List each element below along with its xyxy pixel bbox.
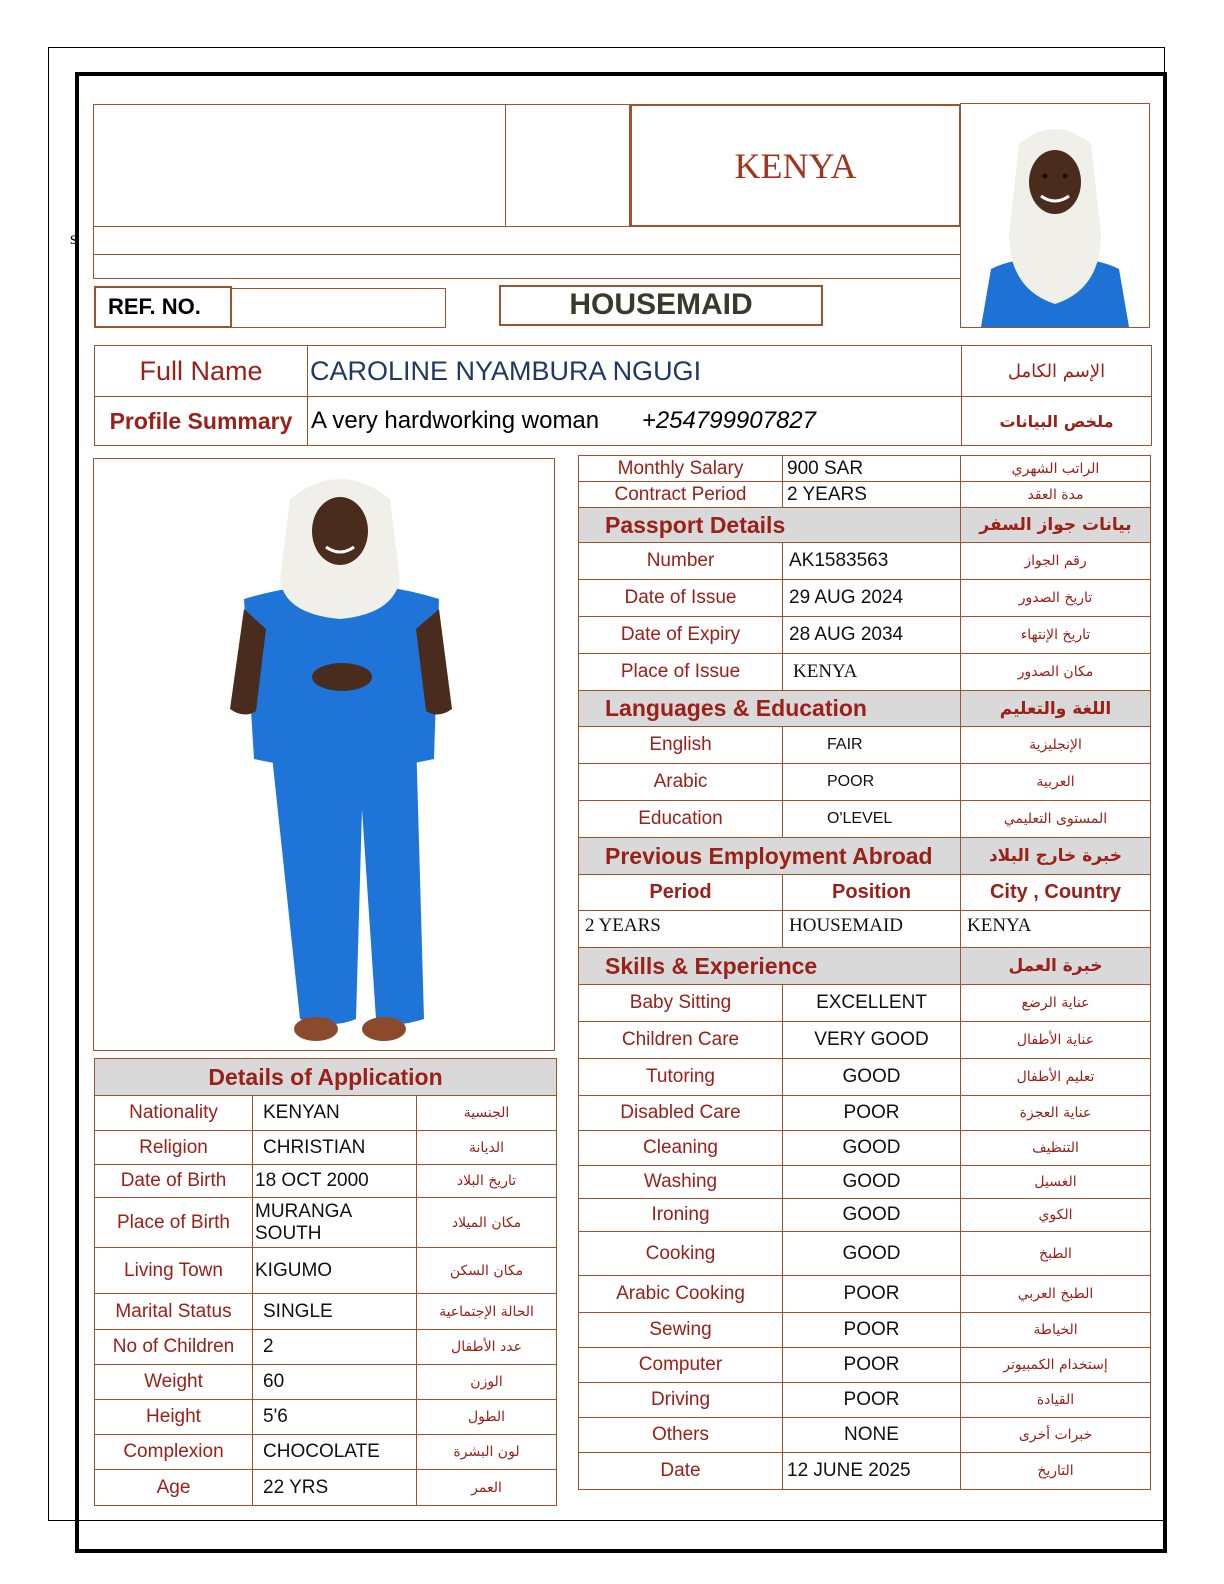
header-row-1 — [93, 226, 961, 255]
column-header: Position — [783, 875, 961, 911]
field-value: 900 SAR — [783, 456, 961, 482]
field-label: Others — [579, 1418, 783, 1453]
table-row — [95, 1294, 557, 1330]
field-label: Living Town — [95, 1248, 253, 1294]
table-row — [95, 1198, 557, 1248]
field-label: Weight — [95, 1365, 253, 1400]
section-title: Previous Employment Abroad — [579, 838, 961, 875]
header-box-left — [93, 104, 506, 227]
arabic-label: تاريخ الإنتهاء — [961, 617, 1151, 654]
field-value: 18 OCT 2000 — [253, 1165, 417, 1198]
field-label: Religion — [95, 1131, 253, 1165]
field-value: KIGUMO — [253, 1248, 417, 1294]
table-row — [579, 1453, 1151, 1490]
arabic-label: الوزن — [417, 1365, 557, 1400]
table-row — [95, 1365, 557, 1400]
arabic-label: الراتب الشهري — [961, 456, 1151, 482]
field-value: GOOD — [783, 1059, 961, 1096]
field-label: Marital Status — [95, 1294, 253, 1330]
arabic-label: تعليم الأطفال — [961, 1059, 1151, 1096]
table-row — [579, 543, 1151, 580]
field-label: Tutoring — [579, 1059, 783, 1096]
field-label: Cooking — [579, 1232, 783, 1276]
arabic-label: التاريخ — [961, 1453, 1151, 1490]
header-box-middle — [505, 104, 630, 227]
passport-section-header — [579, 508, 1151, 543]
ref-no-value — [230, 288, 446, 328]
table-row — [579, 1096, 1151, 1131]
field-value: POOR — [783, 1096, 961, 1131]
arabic-label: عناية العجزة — [961, 1096, 1151, 1131]
table-row — [579, 1418, 1151, 1453]
table-row — [579, 1232, 1151, 1276]
field-label: Date — [579, 1453, 783, 1490]
full-name-ar: الإسم الكامل — [962, 346, 1152, 397]
field-value: GOOD — [783, 1166, 961, 1199]
field-label: Ironing — [579, 1199, 783, 1232]
field-label: Washing — [579, 1166, 783, 1199]
skills-section-header — [579, 948, 1151, 985]
table-row — [579, 801, 1151, 838]
table-row — [579, 1166, 1151, 1199]
field-label: Disabled Care — [579, 1096, 783, 1131]
arabic-label: مكان الصدور — [961, 654, 1151, 691]
field-value: NONE — [783, 1418, 961, 1453]
table-row — [95, 1248, 557, 1294]
section-title-ar: خبرة خارج البلاد — [961, 838, 1151, 875]
field-label: Driving — [579, 1383, 783, 1418]
field-value: POOR — [783, 1276, 961, 1313]
arabic-label: الإنجليزية — [961, 727, 1151, 764]
field-label: Baby Sitting — [579, 985, 783, 1022]
employment-period: 2 YEARS — [579, 911, 783, 948]
field-label: Cleaning — [579, 1131, 783, 1166]
profile-summary-label: Profile Summary — [95, 397, 308, 446]
arabic-label: العمر — [417, 1470, 557, 1506]
arabic-label: مكان الميلاد — [417, 1198, 557, 1248]
profile-summary-row — [95, 397, 1152, 446]
field-value: GOOD — [783, 1232, 961, 1276]
arabic-label: إستخدام الكمبيوتر — [961, 1348, 1151, 1383]
field-value: KENYAN — [253, 1096, 417, 1131]
arabic-label: التنظيف — [961, 1131, 1151, 1166]
table-row — [579, 580, 1151, 617]
table-row — [579, 1383, 1151, 1418]
full-length-photo — [93, 458, 555, 1051]
arabic-label: مدة العقد — [961, 482, 1151, 508]
arabic-label: المستوى التعليمي — [961, 801, 1151, 838]
table-row — [95, 1165, 557, 1198]
field-value: SINGLE — [253, 1294, 417, 1330]
arabic-label: العربية — [961, 764, 1151, 801]
table-row — [579, 456, 1151, 482]
section-title: Languages & Education — [579, 691, 961, 727]
arabic-label: تاريخ البلاد — [417, 1165, 557, 1198]
arabic-label: الجنسية — [417, 1096, 557, 1131]
field-value: 28 AUG 2034 — [783, 617, 961, 654]
position-title: HOUSEMAID — [499, 285, 823, 326]
arabic-label: خبرات أخرى — [961, 1418, 1151, 1453]
table-row — [579, 482, 1151, 508]
field-label: Arabic — [579, 764, 783, 801]
employment-position: HOUSEMAID — [783, 911, 961, 948]
arabic-label: الكوي — [961, 1199, 1151, 1232]
field-value: GOOD — [783, 1199, 961, 1232]
field-label: English — [579, 727, 783, 764]
field-value: MURANGA SOUTH — [253, 1198, 417, 1248]
table-row — [579, 1348, 1151, 1383]
section-title: Skills & Experience — [579, 948, 961, 985]
field-value: POOR — [783, 1348, 961, 1383]
field-label: Contract Period — [579, 482, 783, 508]
full-name-row — [95, 346, 1152, 397]
table-row — [579, 1059, 1151, 1096]
table-row — [95, 1330, 557, 1365]
field-value: 2 YEARS — [783, 482, 961, 508]
table-row — [579, 727, 1151, 764]
field-value: FAIR — [783, 727, 961, 764]
profile-summary-value — [308, 397, 962, 446]
table-row — [95, 1435, 557, 1470]
field-label: Date of Expiry — [579, 617, 783, 654]
application-section-header — [95, 1059, 557, 1096]
field-label: Date of Birth — [95, 1165, 253, 1198]
table-row — [579, 1313, 1151, 1348]
field-value: GOOD — [783, 1131, 961, 1166]
margin-mark: s — [70, 228, 78, 248]
country-heading: KENYA — [630, 104, 961, 227]
field-label: Sewing — [579, 1313, 783, 1348]
languages-section-header — [579, 691, 1151, 727]
phone-number: +254799907827 — [641, 407, 816, 434]
field-label: Computer — [579, 1348, 783, 1383]
table-row — [579, 617, 1151, 654]
table-row — [579, 1131, 1151, 1166]
employment-section-header — [579, 838, 1151, 875]
field-value: 2 — [253, 1330, 417, 1365]
table-row — [579, 654, 1151, 691]
field-value: CHRISTIAN — [253, 1131, 417, 1165]
ref-no-label: REF. NO. — [94, 286, 232, 328]
field-label: Education — [579, 801, 783, 838]
field-value: POOR — [783, 764, 961, 801]
portrait-photo — [960, 103, 1150, 328]
arabic-label: رقم الجواز — [961, 543, 1151, 580]
section-title: Passport Details — [579, 508, 961, 543]
field-label: Complexion — [95, 1435, 253, 1470]
field-value: 5'6 — [253, 1400, 417, 1435]
field-label: Number — [579, 543, 783, 580]
section-title-ar: خبرة العمل — [961, 948, 1151, 985]
table-row — [579, 764, 1151, 801]
arabic-label: عناية الرضع — [961, 985, 1151, 1022]
table-row — [579, 1276, 1151, 1313]
field-label: No of Children — [95, 1330, 253, 1365]
field-label: Place of Issue — [579, 654, 783, 691]
table-row — [95, 1470, 557, 1506]
details-table — [578, 455, 1151, 1490]
arabic-label: الغسيل — [961, 1166, 1151, 1199]
field-value: AK1583563 — [783, 543, 961, 580]
field-value: CHOCOLATE — [253, 1435, 417, 1470]
field-value: KENYA — [783, 654, 961, 691]
field-value: 60 — [253, 1365, 417, 1400]
field-label: Arabic Cooking — [579, 1276, 783, 1313]
arabic-label: عدد الأطفال — [417, 1330, 557, 1365]
field-value: POOR — [783, 1383, 961, 1418]
section-title-ar: اللغة والتعليم — [961, 691, 1151, 727]
arabic-label: الطبخ العربي — [961, 1276, 1151, 1313]
arabic-label: الخياطة — [961, 1313, 1151, 1348]
employment-location: KENYA — [961, 911, 1151, 948]
column-header: City , Country — [961, 875, 1151, 911]
employment-row — [579, 911, 1151, 948]
table-row — [95, 1400, 557, 1435]
field-label: Children Care — [579, 1022, 783, 1059]
header-row-2 — [93, 254, 961, 279]
field-label: Monthly Salary — [579, 456, 783, 482]
profile-summary-ar: ملخص البيانات — [962, 397, 1152, 446]
section-title: Details of Application — [95, 1059, 557, 1096]
column-header: Period — [579, 875, 783, 911]
arabic-label: الطبخ — [961, 1232, 1151, 1276]
table-row — [579, 985, 1151, 1022]
employment-header-row — [579, 875, 1151, 911]
field-label: Date of Issue — [579, 580, 783, 617]
field-label: Age — [95, 1470, 253, 1506]
table-row — [95, 1096, 557, 1131]
application-table — [94, 1058, 557, 1506]
arabic-label: القيادة — [961, 1383, 1151, 1418]
arabic-label: عناية الأطفال — [961, 1022, 1151, 1059]
arabic-label: لون البشرة — [417, 1435, 557, 1470]
field-value: 29 AUG 2024 — [783, 580, 961, 617]
arabic-label: الديانة — [417, 1131, 557, 1165]
summary-text: A very hardworking woman — [311, 407, 600, 434]
table-row — [579, 1199, 1151, 1232]
arabic-label: الطول — [417, 1400, 557, 1435]
field-value: EXCELLENT — [783, 985, 961, 1022]
full-name-value: CAROLINE NYAMBURA NGUGI — [308, 346, 962, 397]
arabic-label: الحالة الإجتماعية — [417, 1294, 557, 1330]
section-title-ar: بيانات جواز السفر — [961, 508, 1151, 543]
field-label: Place of Birth — [95, 1198, 253, 1248]
identity-table — [94, 345, 1152, 446]
arabic-label: مكان السكن — [417, 1248, 557, 1294]
table-row — [579, 1022, 1151, 1059]
arabic-label: تاريخ الصدور — [961, 580, 1151, 617]
table-row — [95, 1131, 557, 1165]
field-value: 12 JUNE 2025 — [783, 1453, 961, 1490]
field-value: POOR — [783, 1313, 961, 1348]
field-value: O'LEVEL — [783, 801, 961, 838]
field-label: Height — [95, 1400, 253, 1435]
field-value: 22 YRS — [253, 1470, 417, 1506]
field-value: VERY GOOD — [783, 1022, 961, 1059]
field-label: Nationality — [95, 1096, 253, 1131]
full-name-label: Full Name — [95, 346, 308, 397]
